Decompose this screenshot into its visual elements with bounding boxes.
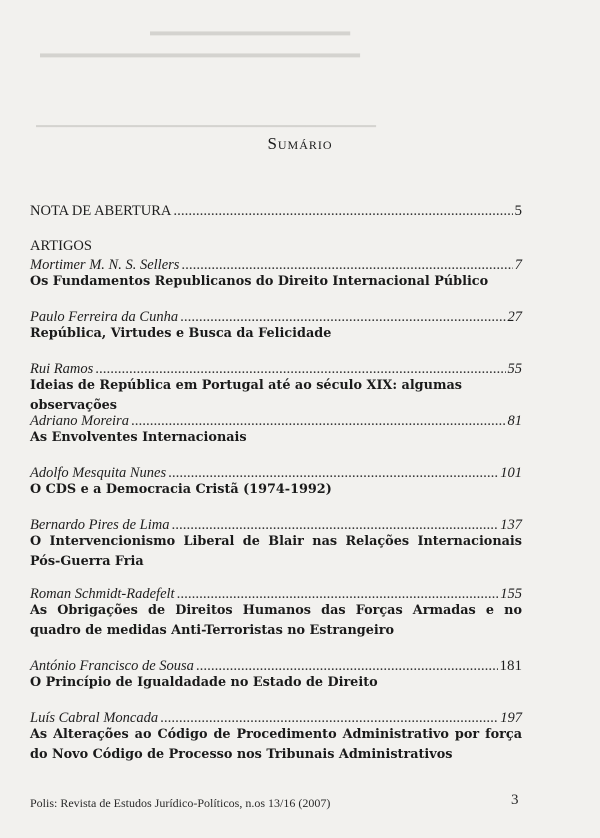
toc-page-number: 81 bbox=[507, 413, 522, 429]
toc-article-title: O CDS e a Democracia Cristã (1974-1992) bbox=[30, 482, 332, 497]
show-through-text: ▂▂▂▂▂▂▂▂▂▂▂▂▂▂▂▂▂▂▂▂▂▂▂▂▂▂▂▂▂▂▂▂ bbox=[40, 42, 360, 57]
toc-page-number: 197 bbox=[500, 710, 522, 726]
toc-entry-opening bbox=[30, 202, 522, 220]
toc-author: Luís Cabral Moncada bbox=[30, 710, 159, 726]
toc-page-number: 155 bbox=[500, 586, 522, 602]
toc-article-title: Ideias de República em Portugal até ao século XIX: algumas observações bbox=[30, 378, 462, 413]
toc-author: Rui Ramos bbox=[30, 361, 94, 377]
toc-page-number: 7 bbox=[514, 257, 522, 273]
toc-entry-label: NOTA DE ABERTURA bbox=[30, 203, 172, 219]
toc-page-number: 5 bbox=[514, 203, 522, 219]
toc-page-number: 27 bbox=[507, 309, 522, 325]
toc-page-number: 181 bbox=[499, 658, 522, 674]
toc-article-title: As Alterações ao Código de Procedimento Administrativo por força do Novo Código de Processo nos Tribunais Administrativos bbox=[30, 727, 522, 762]
toc-author: Paulo Ferreira da Cunha bbox=[30, 309, 179, 325]
page-title: Sumário bbox=[267, 134, 333, 153]
toc-article-title: As Envolventes Internacionais bbox=[30, 430, 247, 445]
toc-article-title: Os Fundamentos Republicanos do Direito Internacional Público bbox=[30, 274, 489, 289]
folio-page-number: 3 bbox=[511, 792, 519, 808]
toc-page-number: 101 bbox=[500, 465, 522, 481]
toc-page-number: 137 bbox=[500, 517, 522, 533]
toc-article-title: As Obrigações de Direitos Humanos das Forças Armadas e no quadro de medidas Anti-Terroristas no Estrangeiro bbox=[30, 603, 522, 638]
toc-article-title: O Intervencionismo Liberal de Blair nas Relações Internacionais Pós-Guerra Fria bbox=[30, 534, 522, 569]
dot-leader bbox=[173, 202, 512, 220]
section-heading: ARTIGOS bbox=[30, 238, 92, 254]
toc-article-title: O Princípio de Igualdadade no Estado de Direito bbox=[30, 675, 378, 690]
toc-article-title: República, Virtudes e Busca da Felicidade bbox=[30, 326, 332, 341]
journal-footer: Polis: Revista de Estudos Jurídico-Políticos, n.os 13/16 (2007) bbox=[30, 796, 331, 810]
show-through-text: ▁▁▁▁▁▁▁▁▁▁▁▁▁▁▁▁▁▁▁▁▁▁▁▁▁▁▁▁▁▁▁▁▁▁ bbox=[36, 112, 376, 127]
toc-page-number: 55 bbox=[507, 361, 522, 377]
toc-author: Roman Schmidt-Radefelt bbox=[30, 586, 175, 602]
toc-author: Mortimer M. N. S. Sellers bbox=[30, 257, 180, 273]
toc-author: António Francisco de Sousa bbox=[30, 658, 194, 674]
toc-author: Adolfo Mesquita Nunes bbox=[30, 465, 167, 481]
toc-author: Bernardo Pires de Lima bbox=[30, 517, 170, 533]
show-through-text: ▂▂▂▂▂▂▂▂▂▂▂▂▂▂▂▂▂▂▂▂ bbox=[150, 20, 350, 35]
toc-author: Adriano Moreira bbox=[30, 413, 129, 429]
